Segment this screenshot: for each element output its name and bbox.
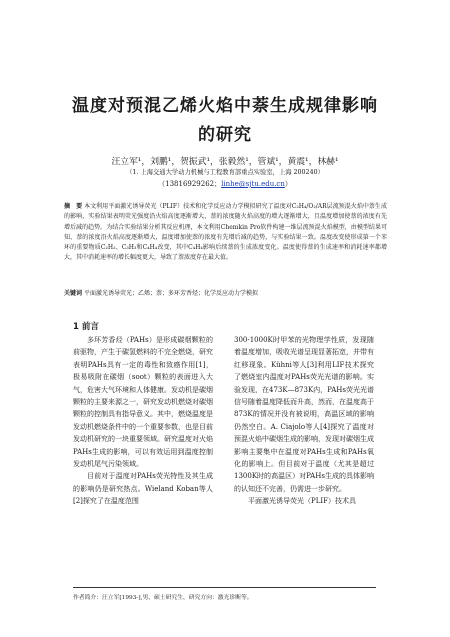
keywords [64, 288, 387, 297]
paragraph: 目前对于温度对PAHs荧光特性及其生成的影响仍是研究热点。Wieland Koban等人[2]探究了在温度范围 [73, 472, 213, 506]
paragraph: 多环芳香烃（PAHs）是形成碳烟颗粒的前驱物，产生于碳氢燃料的不完全燃烧，研究表明PAHs具有一定的毒性和致癌作用[1]，极易吸附在碳烟（soot）颗粒的表面进入大气，危害大气环境和人体健康。发动机是碳烟颗粒的主要来源之一，研究发动机燃烧对碳烟颗粒的控制具有指导意义。其中，燃烧温度是发动机燃烧条件中的一个重要参数，也是目前发动机研究的一块重要领域。研究温度对火焰PAHs生成的影响，可以有效运用到温度控制发动机尾气污染领域。 [73, 336, 213, 469]
abstract [64, 202, 387, 264]
left-column [73, 334, 213, 508]
phone-number: （13816929262； [158, 180, 222, 188]
contact-close: ） [284, 180, 292, 188]
email-link[interactable]: linhe@sjtu.edu.cn [221, 180, 285, 188]
abstract-text: 本文利用平面激光诱导荧光（PLIF）技术和化学反应动力学模拟研究了温度对C₂H₄/O₂/AR层流预混火焰中萘生成的影响，实验结果表明荧光强度沿火焰高度逐渐增大，萘的浓度随火焰高度的增大逐渐增大，且温度增加使萘的浓度有先增后减的趋势。为结合实验结果分析其反应机理，本文利用Chemkin Pro软件构建一维层流预混火焰模型，由模型结果可知，萘的浓度沿火焰高度逐渐增大，温度增加使萘的浓度有先增后减的趋势，与实验结果一致。温度改变使形成第一个苯环的重要物质C₂H₂、C₃H₃和C₄H₄改变，其中C₄H₄影响后续萘的生成浓度变化。温度使得萘的生成速率和消耗速率都增大，其中消耗速率的增长幅度更大，导致了萘浓度存在最大值。 [64, 203, 387, 262]
paragraph: 300-1000K时甲苯的光物理学性质，发现随着温度增加，吸收光谱呈现显著拓宽，并带有红移现象。Kühni等人[3]利用LIF技术探究了燃烧室内温度对PAHs荧光光谱的影响。实验发现，在473K—873K内，PAHs荧光光谱信号随着温度降低而升高，然而，在温度高于873K的情况并没有被说明，高温区域的影响仍然空白。A. Ciajolo等人[4]探究了温度对预混火焰中碳烟生成的影响，发现对碳烟生成影响主要集中在温度对PAHs生成和PAHs氧化的影响上。但目前对于温度（尤其是超过1300K时的高温区）对PAHs生成的具体影响的认知还不完善，仍需进一步研究。 [234, 336, 374, 493]
affiliation: （1. 上海交通大学动力机械与工程教育部重点实验室，上海 200240） [126, 169, 324, 176]
right-column [234, 334, 374, 508]
contact-info [40, 179, 410, 189]
footnote-divider [73, 587, 376, 588]
abstract-label: 摘 要 [64, 203, 83, 210]
paper-title-line-1: 温度对预混乙烯火焰中萘生成规律影响 [72, 96, 378, 116]
section-heading: 1 前言 [73, 322, 99, 332]
keywords-label: 关键词 [64, 290, 83, 297]
paragraph: 平面激光诱导荧光（PLIF）技术具 [248, 497, 356, 506]
author-list: 汪立军¹，刘鹏¹，贺振武¹，张毅然¹，管斌¹，黄震¹，林赫¹ [111, 157, 339, 167]
footnote: 作者简介：汪立军[1993-],男，硕士研究生，研究方向：激光诊断等。 [73, 595, 253, 601]
paper-title-line-2: 的研究 [198, 125, 252, 145]
keywords-text: 平面激光诱导荧光；乙烯；萘；多环芳香烃；化学反应动力学模拟 [83, 290, 258, 297]
